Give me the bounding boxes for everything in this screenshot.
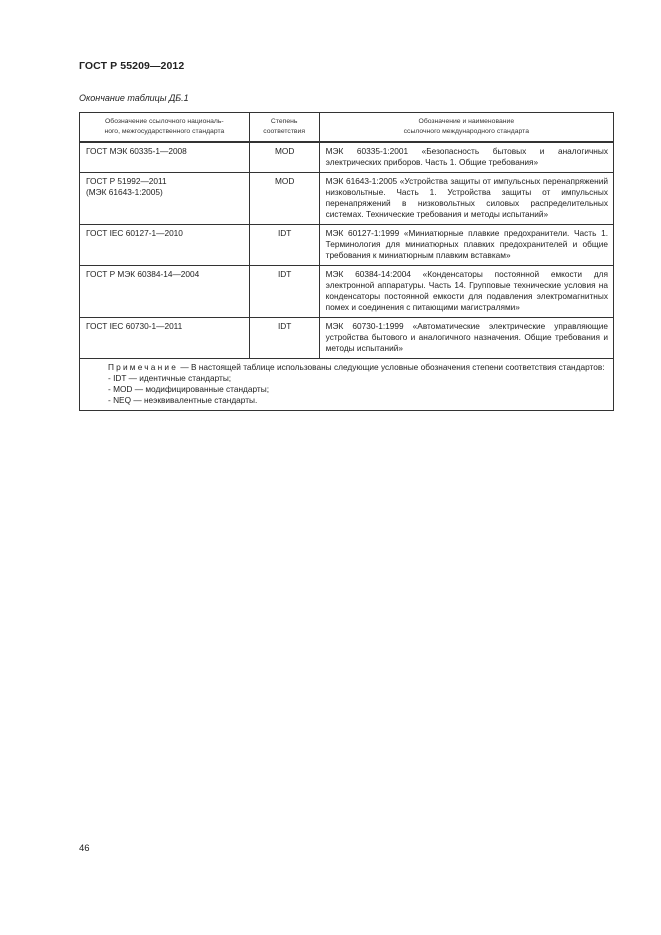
column-header-line: Степень [270, 118, 298, 125]
column-header-national-standard [80, 113, 250, 143]
national-standard-cell [80, 266, 250, 318]
national-standard-code: ГОСТ Р 51992—2011 [86, 176, 167, 186]
table-note [80, 359, 614, 411]
national-standard-equivalent: (МЭК 61643-1:2005) [86, 187, 163, 197]
degree-cell: MOD [249, 142, 319, 173]
national-standard-code: ГОСТ IEC 60730-1—2011 [86, 321, 183, 331]
note-intro [86, 362, 608, 373]
column-header-line: ного, межгосударственного стандарта [104, 128, 225, 135]
national-standard-code: ГОСТ IEC 60127-1—2010 [86, 228, 183, 238]
national-standard-code: ГОСТ Р МЭК 60384-14—2004 [86, 269, 200, 279]
column-header-line: Обозначение и наименование [418, 118, 515, 125]
degree-cell: IDT [249, 318, 319, 359]
international-standard-cell: МЭК 60384-14:2004 «Конденсаторы постоянной емкости для электронной аппаратуры. Часть 14. Групповые технические условия на конденсаторы постоянной емкости для подавления электромагнитных помех и соединения с питающими магистралями» [319, 266, 613, 318]
degree-cell: IDT [249, 225, 319, 266]
reference-standards-table [79, 112, 614, 411]
national-standard-cell [80, 142, 250, 173]
national-standard-code: ГОСТ МЭК 60335-1—2008 [86, 146, 187, 156]
note-list-item: - MOD — модифицированные стандарты; [108, 384, 270, 394]
international-standard-cell: МЭК 60730-1:1999 «Автоматические электрические управляющие устройства бытового и аналогичного назначения. Общие требования и методы испытаний» [319, 318, 613, 359]
national-standard-cell [80, 225, 250, 266]
national-standard-cell [80, 318, 250, 359]
table-row [80, 142, 614, 173]
degree-cell: IDT [249, 266, 319, 318]
table-row [80, 173, 614, 225]
note-list-item: - IDT — идентичные стандарты; [108, 373, 232, 383]
page-number: 46 [79, 843, 90, 854]
national-standard-cell [80, 173, 250, 225]
table-note-row [80, 359, 614, 411]
note-label: Примечание [108, 362, 179, 372]
column-header-line: ссылочного международного стандарта [403, 128, 529, 135]
table-row [80, 266, 614, 318]
column-header-line: соответствия [263, 128, 306, 135]
column-header-degree [249, 113, 319, 143]
document-code-header: ГОСТ Р 55209—2012 [79, 60, 185, 72]
column-header-line: Обозначение ссылочного националь- [105, 118, 224, 125]
international-standard-cell: МЭК 60127-1:1999 «Миниатюрные плавкие предохранители. Часть 1. Терминология для миниатюрных плавких предохранителей и общие требования к миниатюрным плавким вставкам» [319, 225, 613, 266]
degree-cell: MOD [249, 173, 319, 225]
table-row [80, 318, 614, 359]
international-standard-cell: МЭК 61643-1:2005 «Устройства защиты от импульсных перенапряжений низковольтные. Часть 1. Устройства защиты от импульсных перенапряжений в низковольтных силовых распределительных системах. Технические требования и методы испытаний» [319, 173, 613, 225]
note-list-item: - NEQ — неэквивалентные стандарты. [108, 395, 258, 405]
note-text: — В настоящей таблице использованы следующие условные обозначения степени соответствия стандартов: [178, 362, 605, 372]
international-standard-cell: МЭК 60335-1:2001 «Безопасность бытовых и аналогичных электрических приборов. Часть 1. Общие требования» [319, 142, 613, 173]
table-header-row [80, 113, 614, 143]
table-caption: Окончание таблицы ДБ.1 [79, 93, 189, 103]
column-header-international-standard [319, 113, 613, 143]
table-row [80, 225, 614, 266]
